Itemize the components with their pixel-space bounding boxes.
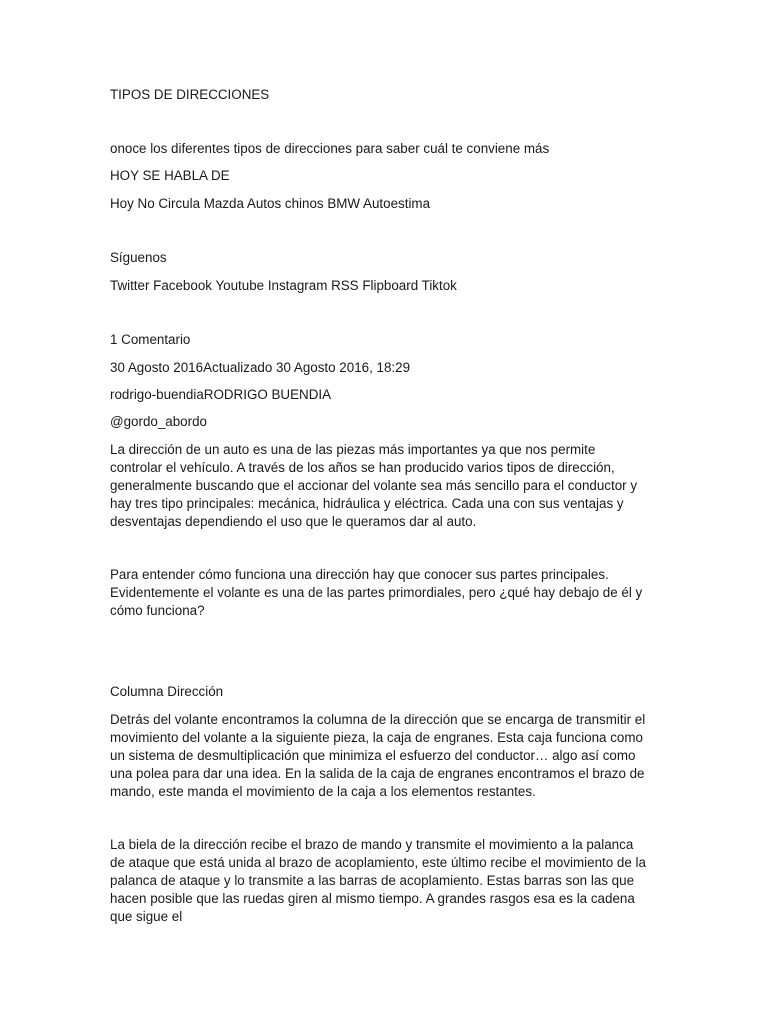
section-heading: Columna Dirección — [110, 684, 224, 699]
author-name: rodrigo-buendiaRODRIGO BUENDIA — [110, 387, 332, 402]
social-links: Twitter Facebook Youtube Instagram RSS Flipboard Tiktok — [110, 278, 457, 293]
body-paragraph-2: Para entender cómo funciona una dirección hay que conocer sus partes principales. Evidentemente el volante es una de las partes primordiales, pero ¿qué hay debajo de él y cómo funciona? — [110, 567, 643, 618]
comment-count: 1 Comentario — [110, 332, 191, 347]
today-heading: HOY SE HABLA DE — [110, 168, 230, 183]
author-handle: @gordo_abordo — [110, 414, 207, 429]
body-paragraph-3: Detrás del volante encontramos la columna de la dirección que se encarga de transmitir el movimiento del volante a la siguiente pieza, la caja de engranes. Esta caja funciona como un sistema de desmultiplicación que minimiza el esfuerzo del conductor… algo así como una polea para dar una idea. En la salida de la caja de engranes encontramos el brazo de mando, este manda el movimiento de la caja a los elementos restantes. — [110, 712, 646, 799]
follow-heading: Síguenos — [110, 250, 167, 265]
today-topics: Hoy No Circula Mazda Autos chinos BMW Autoestima — [110, 196, 431, 211]
body-paragraph-4: La biela de la dirección recibe el brazo de mando y transmite el movimiento a la palanca de ataque que está unida al brazo de acoplamiento, este último recibe el movimiento de la palanca de ataque y lo transmite a las barras de acoplamiento. Estas barras son las que hacen posible que las ruedas giren al mismo tiempo. A grandes rasgos esa es la cadena que sigue el — [110, 837, 646, 924]
intro-line: onoce los diferentes tipos de direcciones para saber cuál te conviene más — [110, 141, 550, 156]
publish-date: 30 Agosto 2016Actualizado 30 Agosto 2016, 18:29 — [110, 360, 411, 375]
document-title: TIPOS DE DIRECCIONES — [110, 87, 270, 102]
body-paragraph-1: La dirección de un auto es una de las piezas más importantes ya que nos permite controlar el vehículo. A través de los años se han producido varios tipos de dirección, generalmente buscando que el accionar del volante sea más sencillo para el conductor y hay tres tipo principales: mecánica, hidráulica y eléctrica. Cada una con sus ventajas y desventajas dependiendo el uso que le queramos dar al auto. — [110, 442, 638, 529]
